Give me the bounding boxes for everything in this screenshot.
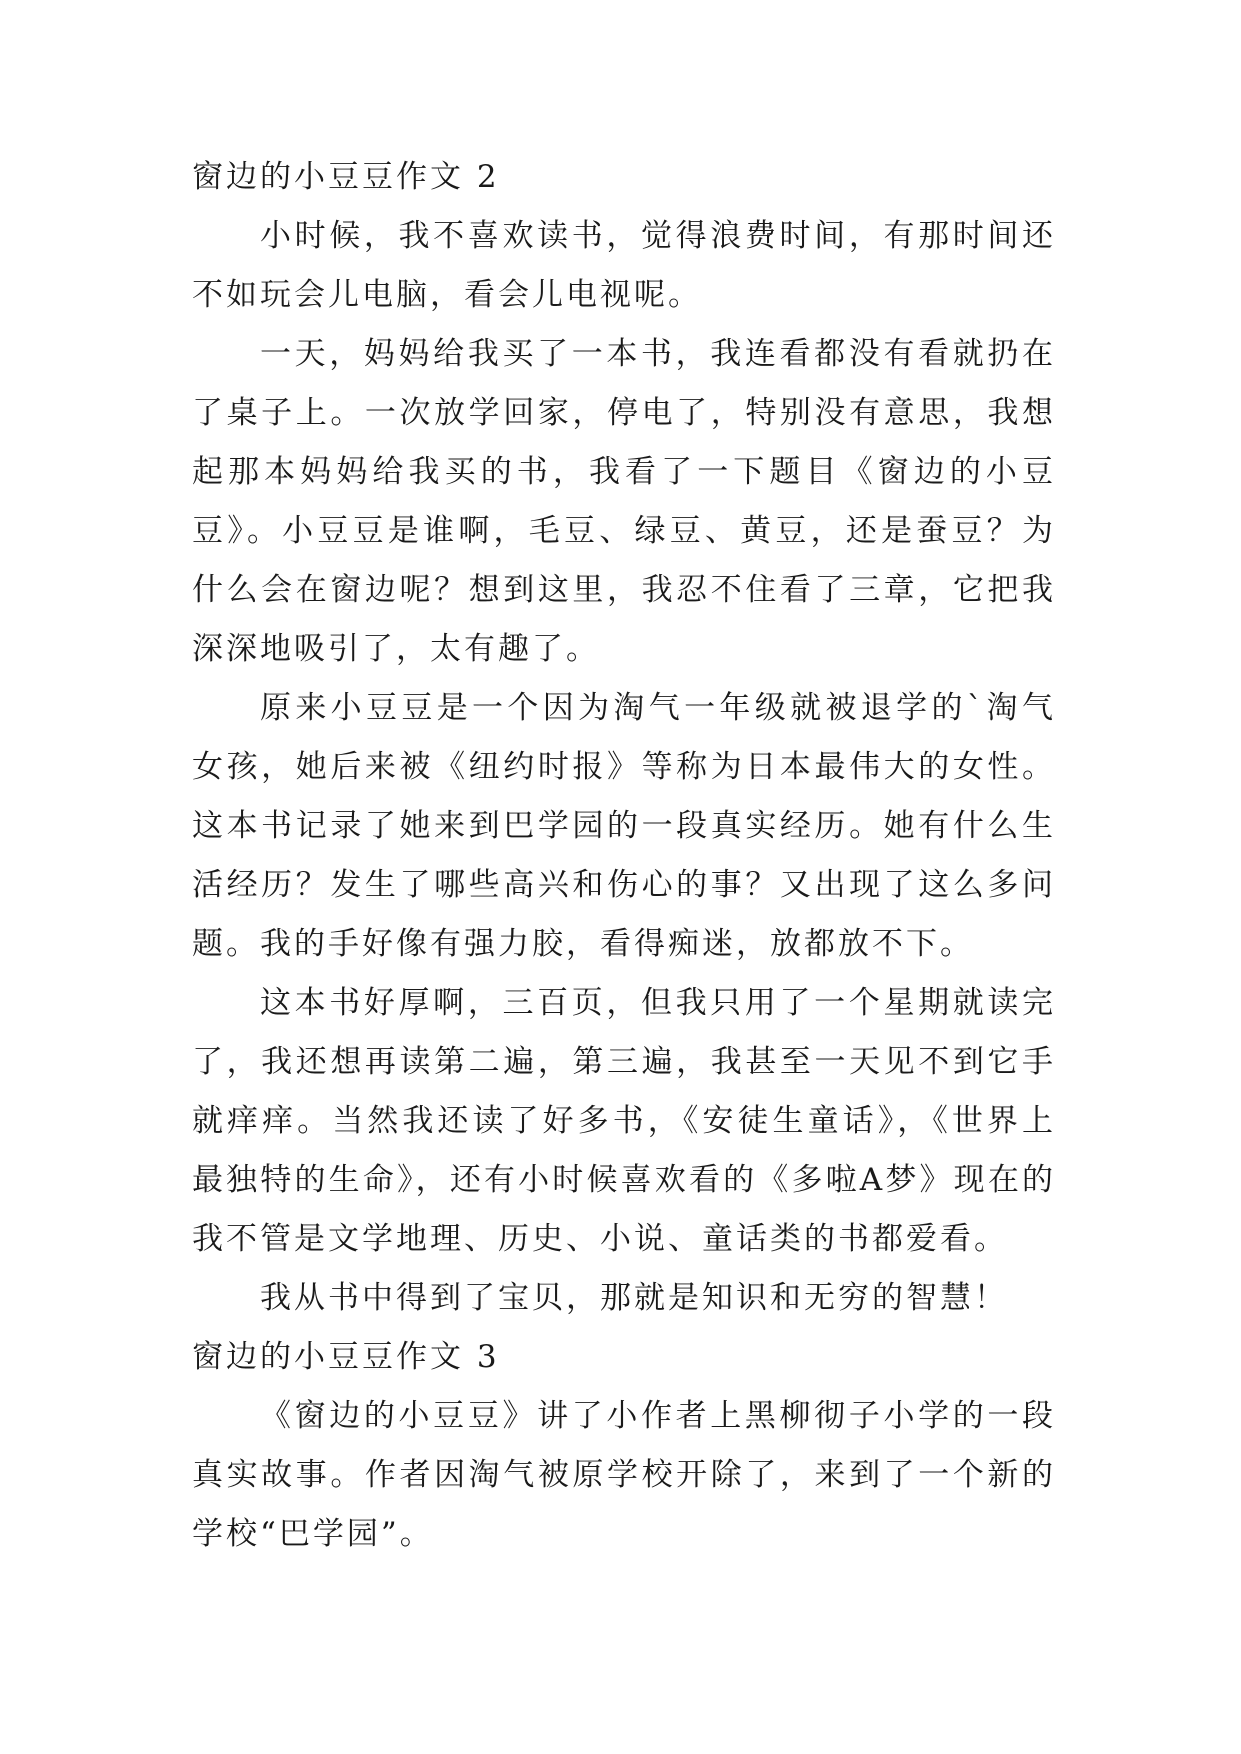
essay-3-paragraph-1: 《窗边的小豆豆》讲了小作者上黑柳彻子小学的一段真实故事。作者因淘气被原学校开除了，来到了一个新的学校“巴学园”。 [192,1398,1056,1552]
essay-2-paragraph-4: 这本书好厚啊，三百页，但我只用了一个星期就读完了，我还想再读第二遍，第三遍，我甚至一天见不到它手就痒痒。当然我还读了好多书，《安徒生童话》，《世界上最独特的生命》，还有小时候喜欢看的《多啦A梦》现在的我不管是文学地理、历史、小说、童话类的书都爱看。 [192,985,1056,1257]
essay-2-paragraph-3: 原来小豆豆是一个因为淘气一年级就被退学的`淘气女孩，她后来被《纽约时报》等称为日本最伟大的女性。这本书记录了她来到巴学园的一段真实经历。她有什么生活经历？发生了哪些高兴和伤心的事？又出现了这么多问题。我的手好像有强力胶，看得痴迷，放都放不下。 [192,690,1056,962]
essay-3-title: 窗边的小豆豆作文 3 [192,1339,500,1375]
document-body [192,148,1056,1564]
essay-2-paragraph-5: 我从书中得到了宝贝，那就是知识和无穷的智慧！ [260,1280,1008,1316]
essay-2-title: 窗边的小豆豆作文 2 [192,159,500,195]
essay-2-paragraph-1: 小时候，我不喜欢读书，觉得浪费时间，有那时间还不如玩会儿电脑，看会儿电视呢。 [192,218,1056,313]
essay-2-paragraph-2: 一天，妈妈给我买了一本书，我连看都没有看就扔在了桌子上。一次放学回家，停电了，特别没有意思，我想起那本妈妈给我买的书，我看了一下题目《窗边的小豆豆》。小豆豆是谁啊，毛豆、绿豆、黄豆，还是蚕豆？为什么会在窗边呢？想到这里，我忍不住看了三章，它把我深深地吸引了，太有趣了。 [192,336,1056,667]
